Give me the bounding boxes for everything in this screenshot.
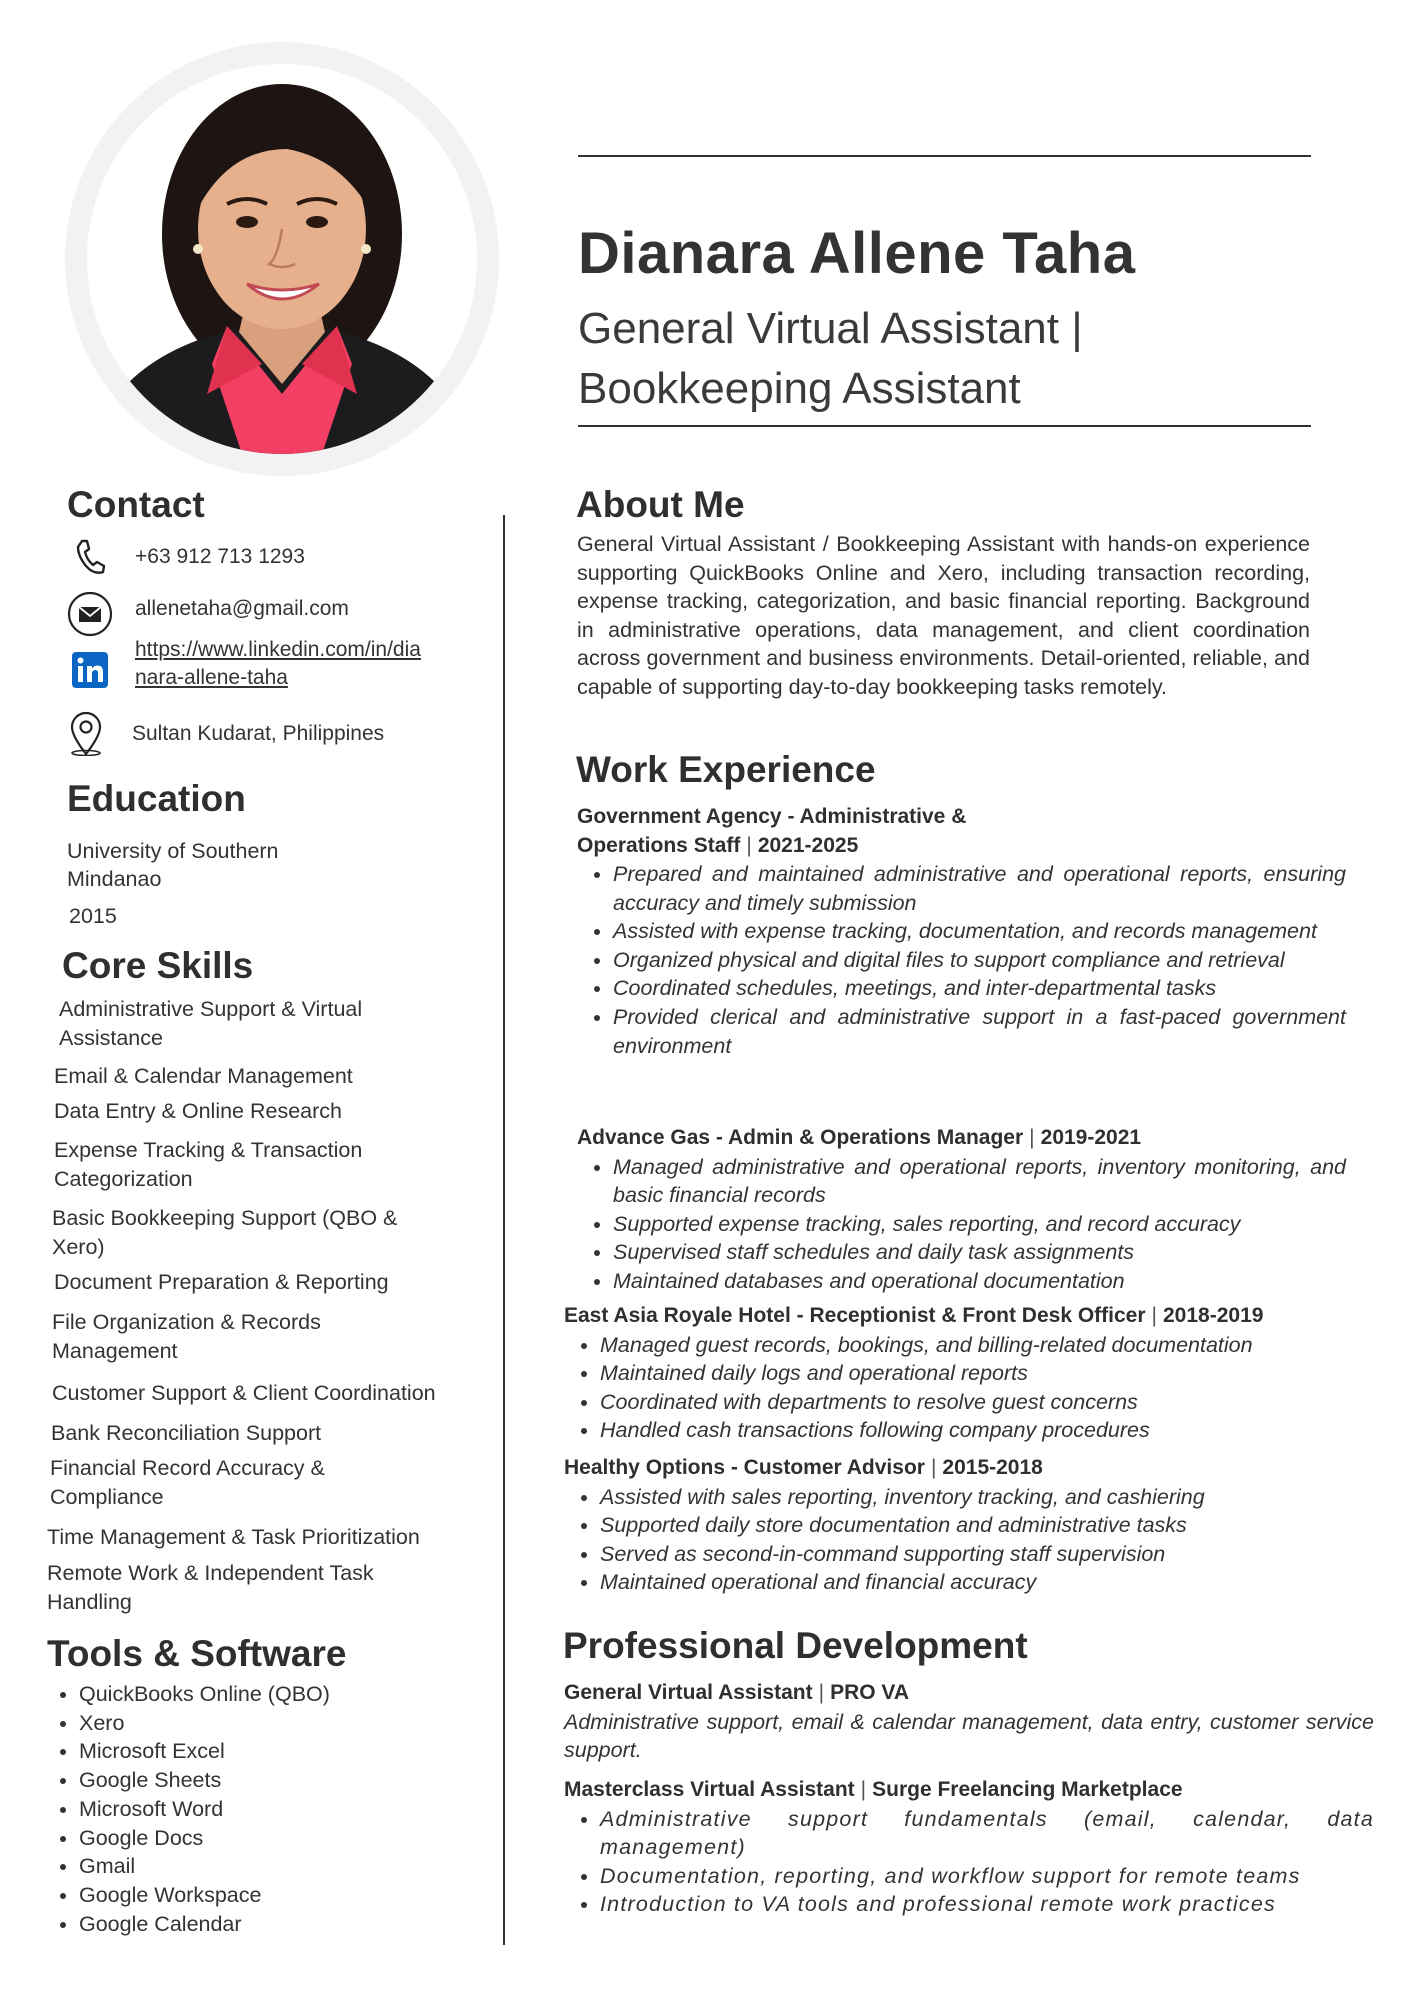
job-title-line-1: General Virtual Assistant | xyxy=(578,304,1083,353)
tools-heading: Tools & Software xyxy=(47,1633,347,1674)
tool-item: • Xero xyxy=(79,1709,466,1738)
tool-item: • QuickBooks Online (QBO) xyxy=(79,1680,466,1709)
job-bullet: • Assisted with expense tracking, documentation, and records management xyxy=(613,917,1346,946)
job-bullet: • Maintained databases and operational documentation xyxy=(613,1267,1346,1296)
job-bullet: • Provided clerical and administrative support in a fast-paced government environment xyxy=(613,1003,1346,1060)
linkedin-link[interactable] xyxy=(135,636,475,692)
job-bullet: • Maintained operational and financial accuracy xyxy=(600,1568,1346,1597)
job-title: East Asia Royale Hotel - Receptionist & Front Desk Officer | 2018-2019 xyxy=(564,1304,1264,1327)
job-bullet: • Supported expense tracking, sales reporting, and record accuracy xyxy=(613,1210,1346,1239)
job-years: 2018-2019 xyxy=(1163,1304,1264,1327)
linkedin-icon xyxy=(72,652,108,688)
skill-item: Bank Reconciliation Support xyxy=(51,1421,322,1445)
job-bullet: • Assisted with sales reporting, inventory tracking, and cashiering xyxy=(600,1483,1346,1512)
about-heading: About Me xyxy=(576,484,745,525)
education-heading: Education xyxy=(67,778,246,819)
email-icon xyxy=(67,591,113,637)
job-years: 2021-2025 xyxy=(757,833,859,857)
phone-number[interactable]: +63 912 713 1293 xyxy=(135,545,305,568)
skill-item: Document Preparation & Reporting xyxy=(54,1270,389,1294)
work-experience-heading: Work Experience xyxy=(576,749,876,790)
course-title: General Virtual Assistant | PRO VA xyxy=(564,1681,910,1704)
job-years: 2019-2021 xyxy=(1040,1126,1142,1149)
course-provider: PRO VA xyxy=(830,1681,910,1704)
skill-item: Remote Work & Independent Task Handling xyxy=(47,1561,374,1614)
school-name-line-1: University of Southern xyxy=(67,839,279,863)
job-entry xyxy=(577,803,1377,1060)
skill-item: Administrative Support & Virtual Assistance xyxy=(59,997,363,1050)
job-entry xyxy=(577,1124,1377,1295)
job-bullet: • Served as second-in-command supporting staff supervision xyxy=(600,1540,1346,1569)
linkedin-link-line-2[interactable]: nara-allene-taha xyxy=(135,666,288,689)
phone-icon xyxy=(70,537,110,577)
tools-list xyxy=(46,1680,466,1938)
job-bullet: • Organized physical and digital files to support compliance and retrieval xyxy=(613,946,1346,975)
skill-item: File Organization & Records Management xyxy=(52,1310,321,1363)
skill-item: Financial Record Accuracy & Compliance xyxy=(50,1456,325,1509)
tool-item: • Gmail xyxy=(79,1852,466,1881)
job-title: Advance Gas - Admin & Operations Manager | 2019-2021 xyxy=(577,1126,1142,1149)
person-name: Dianara Allene Taha xyxy=(578,221,1136,286)
job-entry xyxy=(564,1302,1384,1445)
job-bullet: • Supervised staff schedules and daily task assignments xyxy=(613,1238,1346,1267)
header-top-rule xyxy=(578,155,1311,157)
about-text: General Virtual Assistant / Bookkeeping Assistant with hands-on experience supporting QuickBooks Online and Xero, including transaction recording, expense tracking, categorization, and basic financial reporting. Background in administrative operations, data management, and client coordination across government and business environments. Detail-oriented, reliable, and capable of supporting day-to-day bookkeeping tasks remotely. xyxy=(577,532,1310,699)
course-bullet: • Administrative support fundamentals (email, calendar, data management) xyxy=(600,1805,1374,1862)
tool-item: • Google Sheets xyxy=(79,1766,466,1795)
job-title: Healthy Options - Customer Advisor | 2015-2018 xyxy=(564,1456,1043,1479)
job-title-line-2: Operations Staff | 2021-2025 xyxy=(577,833,859,857)
job-title: Government Agency - Administrative & xyxy=(577,805,967,828)
profile-photo xyxy=(87,64,477,454)
column-divider xyxy=(503,515,505,1945)
job-bullet: • Prepared and maintained administrative and operational reports, ensuring accuracy and timely submission xyxy=(613,860,1346,917)
linkedin-link-line-1[interactable]: https://www.linkedin.com/in/dia xyxy=(135,638,421,661)
tool-item: • Microsoft Word xyxy=(79,1795,466,1824)
school-name-line-2: Mindanao xyxy=(67,867,162,891)
job-bullet: • Coordinated with departments to resolve guest concerns xyxy=(600,1388,1346,1417)
core-skills-heading: Core Skills xyxy=(62,945,254,986)
course-title: Masterclass Virtual Assistant | Surge Freelancing Marketplace xyxy=(564,1778,1183,1801)
job-bullet: • Managed guest records, bookings, and billing-related documentation xyxy=(600,1331,1346,1360)
job-bullet: • Handled cash transactions following company procedures xyxy=(600,1416,1346,1445)
course-entry xyxy=(564,1679,1374,1765)
tool-item: • Microsoft Excel xyxy=(79,1737,466,1766)
location-text: Sultan Kudarat, Philippines xyxy=(132,722,385,745)
job-bullet: • Managed administrative and operational reports, inventory monitoring, and basic financial records xyxy=(613,1153,1346,1210)
job-years: 2015-2018 xyxy=(942,1456,1043,1479)
email-address[interactable]: allenetaha@gmail.com xyxy=(135,597,349,620)
tool-item: • Google Calendar xyxy=(79,1910,466,1939)
course-bullet: • Documentation, reporting, and workflow support for remote teams xyxy=(600,1862,1374,1891)
skill-item: Time Management & Task Prioritization xyxy=(47,1525,420,1549)
tool-item: • Google Workspace xyxy=(79,1881,466,1910)
job-entry xyxy=(564,1454,1384,1597)
professional-development-heading: Professional Development xyxy=(563,1625,1028,1666)
skill-item: Basic Bookkeeping Support (QBO & Xero) xyxy=(52,1206,398,1259)
job-title-line-2: Bookkeeping Assistant xyxy=(578,364,1021,413)
skill-item: Expense Tracking & Transaction Categorization xyxy=(54,1138,363,1191)
location-pin-icon xyxy=(67,710,105,756)
course-bullet: • Introduction to VA tools and professional remote work practices xyxy=(600,1890,1374,1919)
course-entry xyxy=(564,1776,1374,1919)
skill-item: Email & Calendar Management xyxy=(54,1064,353,1088)
job-bullet: • Supported daily store documentation and administrative tasks xyxy=(600,1511,1346,1540)
skill-item: Customer Support & Client Coordination xyxy=(52,1381,436,1405)
job-bullet: • Maintained daily logs and operational reports xyxy=(600,1359,1346,1388)
course-provider: Surge Freelancing Marketplace xyxy=(872,1778,1183,1801)
course-description: Administrative support, email & calendar management, data entry, customer service support. xyxy=(564,1709,1374,1763)
graduation-year: 2015 xyxy=(69,904,117,928)
job-bullet: • Coordinated schedules, meetings, and inter-departmental tasks xyxy=(613,974,1346,1003)
contact-heading: Contact xyxy=(67,484,205,525)
avatar xyxy=(87,64,477,454)
header-bottom-rule xyxy=(578,425,1311,427)
tool-item: • Google Docs xyxy=(79,1824,466,1853)
skill-item: Data Entry & Online Research xyxy=(54,1099,342,1123)
